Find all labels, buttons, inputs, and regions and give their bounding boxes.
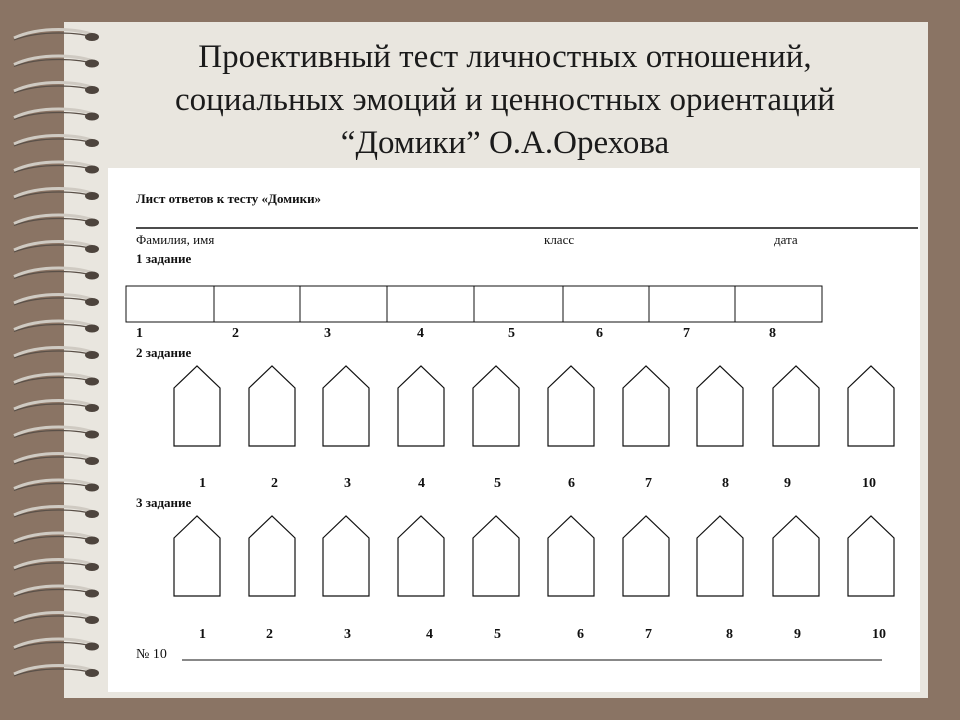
spiral-ring (14, 162, 99, 174)
footer-label: № 10 (136, 647, 167, 662)
task3-number: 8 (726, 627, 733, 642)
house-icon[interactable] (174, 366, 220, 446)
house-icon[interactable] (398, 516, 444, 596)
spiral-ring (14, 136, 99, 148)
house-icon[interactable] (323, 366, 369, 446)
spiral-ring (14, 348, 99, 360)
house-icon[interactable] (848, 516, 894, 596)
spiral-ring (14, 83, 99, 95)
task3-label: 3 задание (136, 495, 192, 510)
task3-number: 5 (494, 627, 501, 642)
task1-cell[interactable] (387, 286, 474, 322)
task1-numbers (136, 326, 776, 341)
task2-number: 9 (784, 476, 791, 491)
task1-cell[interactable] (649, 286, 735, 322)
house-icon[interactable] (623, 366, 669, 446)
spiral-binding-icon (0, 24, 112, 704)
spiral-ring (14, 321, 99, 333)
house-icon[interactable] (548, 516, 594, 596)
spiral-ring (14, 189, 99, 201)
task3-number: 6 (577, 627, 584, 642)
task2-number: 1 (199, 476, 206, 491)
spiral-ring (14, 613, 99, 625)
spiral-ring (14, 480, 99, 492)
spiral-ring (14, 427, 99, 439)
task3-number: 3 (344, 627, 351, 642)
title-line-3: “Домики” О.А.Орехова (340, 125, 670, 161)
spiral-ring (14, 295, 99, 307)
task1-label: 1 задание (136, 251, 192, 266)
task3-number: 9 (794, 627, 801, 642)
task3-number: 10 (872, 627, 886, 642)
house-icon[interactable] (249, 366, 295, 446)
spiral-ring (14, 268, 99, 280)
task3-number: 7 (645, 627, 652, 642)
task1-cell[interactable] (300, 286, 387, 322)
task3-numbers (199, 627, 886, 642)
spiral-ring (14, 242, 99, 254)
slide-title (120, 36, 890, 165)
task1-number: 2 (232, 326, 239, 341)
task1-cell[interactable] (126, 286, 214, 322)
house-icon[interactable] (623, 516, 669, 596)
house-icon[interactable] (323, 516, 369, 596)
task1-number: 6 (596, 326, 603, 341)
spiral-ring (14, 374, 99, 386)
spiral-ring (14, 109, 99, 121)
task2-number: 2 (271, 476, 278, 491)
spiral-ring (14, 454, 99, 466)
task1-grid (126, 286, 822, 322)
task1-number: 5 (508, 326, 515, 341)
spiral-ring (14, 639, 99, 651)
spiral-ring (14, 666, 99, 678)
task2-houses (174, 366, 894, 446)
spiral-ring (14, 401, 99, 413)
task1-cell[interactable] (214, 286, 300, 322)
spiral-ring (14, 215, 99, 227)
task2-number: 10 (862, 476, 876, 491)
spiral-ring (14, 533, 99, 545)
task2-number: 3 (344, 476, 351, 491)
task3-number: 2 (266, 627, 273, 642)
spiral-ring (14, 586, 99, 598)
house-icon[interactable] (473, 516, 519, 596)
spiral-ring (14, 56, 99, 68)
field-name-label: Фамилия, имя (136, 232, 215, 247)
house-icon[interactable] (773, 366, 819, 446)
task3-houses (174, 516, 894, 596)
task1-number: 3 (324, 326, 331, 341)
task2-number: 8 (722, 476, 729, 491)
house-icon[interactable] (398, 366, 444, 446)
task2-number: 7 (645, 476, 652, 491)
house-icon[interactable] (697, 366, 743, 446)
title-line-2: социальных эмоций и ценностных ориентаций (175, 82, 835, 118)
house-icon[interactable] (174, 516, 220, 596)
task3-number: 1 (199, 627, 206, 642)
spiral-ring (14, 560, 99, 572)
task2-numbers (199, 476, 876, 491)
task2-number: 5 (494, 476, 501, 491)
task1-number: 8 (769, 326, 776, 341)
spiral-ring (14, 507, 99, 519)
house-icon[interactable] (249, 516, 295, 596)
sheet-heading: Лист ответов к тесту «Домики» (136, 191, 322, 206)
task3-number: 4 (426, 627, 433, 642)
answer-sheet (108, 168, 920, 692)
house-icon[interactable] (548, 366, 594, 446)
task1-cell[interactable] (735, 286, 822, 322)
house-icon[interactable] (473, 366, 519, 446)
task1-number: 1 (136, 326, 143, 341)
spiral-ring (14, 30, 99, 42)
field-class-label: класс (544, 232, 575, 247)
task1-cell[interactable] (563, 286, 649, 322)
task2-number: 4 (418, 476, 425, 491)
title-line-1: Проективный тест личностных отношений, (198, 39, 812, 75)
task1-number: 7 (683, 326, 690, 341)
house-icon[interactable] (697, 516, 743, 596)
task2-number: 6 (568, 476, 575, 491)
task2-label: 2 задание (136, 345, 192, 360)
task1-number: 4 (417, 326, 424, 341)
task1-cell[interactable] (474, 286, 563, 322)
house-icon[interactable] (773, 516, 819, 596)
field-date-label: дата (774, 232, 798, 247)
house-icon[interactable] (848, 366, 894, 446)
